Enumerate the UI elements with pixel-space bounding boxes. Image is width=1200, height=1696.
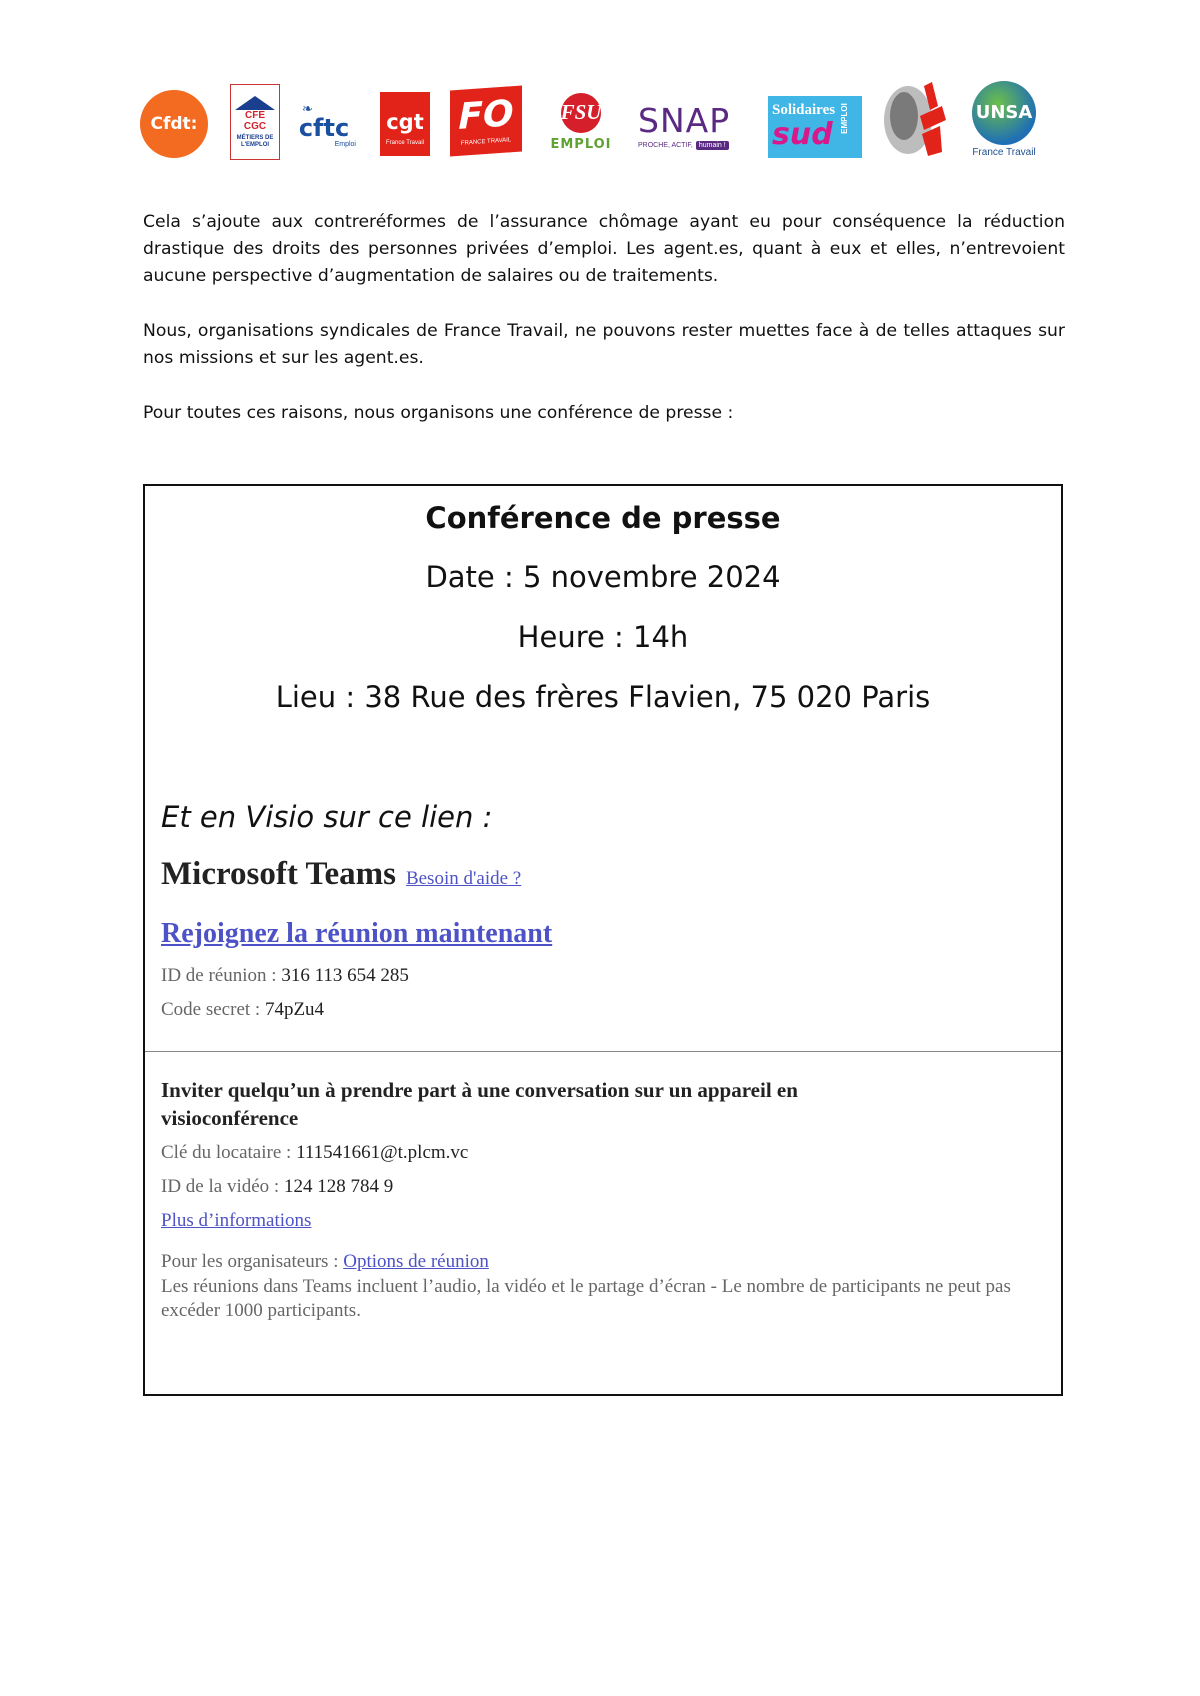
- union-logos-bar: [140, 72, 1050, 172]
- fsu-logo: FSU EMPLOI: [540, 86, 622, 158]
- section-divider: [145, 1051, 1061, 1052]
- unsa-logo: UNSA France Travail: [968, 78, 1040, 160]
- secret-code: Code secret : 74pZu4: [161, 999, 325, 1020]
- video-id: ID de la vidéo : 124 128 784 9: [161, 1176, 394, 1197]
- fo-logo: FO FRANCE TRAVAIL: [450, 85, 522, 156]
- intro-paragraph-2: Nous, organisations syndicales de France Travail, ne pouvons rester muettes face à de telles attaques sur nos missions et sur les agent.es.: [143, 321, 1065, 368]
- video-id-value: 124 128 784 9: [283, 1176, 394, 1197]
- more-info-link[interactable]: Plus d’informations: [161, 1210, 312, 1231]
- join-meeting-link[interactable]: Rejoignez la réunion maintenant: [161, 918, 553, 949]
- stc-emblem-icon: [880, 76, 950, 160]
- bird-icon: ❧: [302, 101, 313, 116]
- cfe-cgc-logo: CFE CGC MÉTIERS DE L'EMPLOI: [230, 84, 280, 160]
- conference-place: Lieu : 38 Rue des frères Flavien, 75 020 Paris: [275, 680, 931, 714]
- secret-code-value: 74pZu4: [264, 999, 325, 1020]
- sud-logo: Solidaires sud EMPLOI: [768, 96, 862, 158]
- press-conference-box: [143, 484, 1063, 1396]
- tenant-key-value: 111541661@t.plcm.vc: [296, 1142, 469, 1163]
- teams-header: [161, 856, 521, 893]
- intro-paragraph-3: Pour toutes ces raisons, nous organisons une conférence de presse :: [143, 403, 734, 423]
- snap-logo: SNAP PROCHE, ACTIF, humain !: [638, 101, 731, 149]
- intro-paragraph-1: Cela s’ajoute aux contreréformes de l’assurance chômage ayant eu pour conséquence la réduction drastique des droits des personnes privées d’emploi. Les agent.es, quant à eux et elles, n’entrevoient aucune perspective d’augmentation de salaires ou de traitements.: [143, 212, 1065, 286]
- tenant-key: Clé du locataire : 111541661@t.plcm.vc: [161, 1142, 469, 1163]
- meeting-id-value: 316 113 654 285: [281, 965, 409, 986]
- conference-date: Date : 5 novembre 2024: [425, 560, 781, 594]
- conference-hour: Heure : 14h: [517, 620, 689, 654]
- stc-logo: [880, 76, 950, 160]
- visio-heading: Et en Visio sur ce lien :: [161, 800, 493, 834]
- help-link[interactable]: Besoin d'aide ?: [405, 868, 522, 889]
- teams-footer-note: Les réunions dans Teams incluent l’audio, la vidéo et le partage d’écran - Le nombre de participants ne peut pas excéder 1000 participants.: [161, 1276, 1011, 1321]
- teams-title: Microsoft Teams: [161, 856, 396, 892]
- cfdt-logo: Cfdt:: [140, 90, 208, 158]
- cgt-logo: cgt France Travail: [380, 92, 430, 156]
- invite-title: Inviter quelqu’un à prendre part à une conversation sur un appareil en visioconférence: [161, 1078, 798, 1130]
- meeting-options-link[interactable]: Options de réunion: [343, 1251, 489, 1272]
- conference-title: Conférence de presse: [425, 501, 781, 535]
- cftc-logo: ❧ cftc Emploi: [298, 101, 356, 148]
- organizers-line: Pour les organisateurs : Options de réunion: [161, 1251, 489, 1272]
- meeting-id: ID de réunion : 316 113 654 285: [161, 965, 409, 986]
